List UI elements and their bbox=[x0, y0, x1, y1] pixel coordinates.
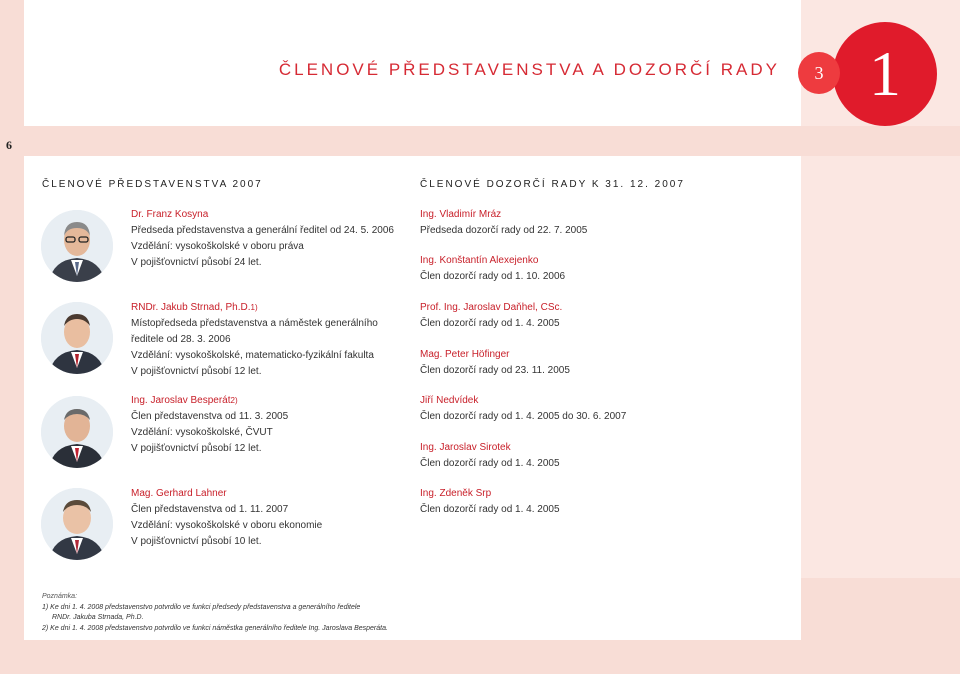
member-name: Mag. Peter Höfinger bbox=[420, 349, 510, 360]
footnotes-label: Poznámka: bbox=[42, 593, 78, 600]
member-detail: Předseda dozorčí rady od 22. 7. 2005 bbox=[420, 225, 588, 236]
footnote-line: 2) Ke dni 1. 4. 2008 představenstvo potvrdilo ve funkci náměstka generálního ředitele Ing. Jaroslava Besperáta. bbox=[42, 624, 388, 632]
board-member bbox=[131, 207, 394, 271]
supervisory-member bbox=[420, 393, 626, 425]
member-name: Ing. Konštantín Alexejenko bbox=[420, 255, 539, 266]
board-member bbox=[131, 393, 288, 457]
member-name: Jiří Nedvídek bbox=[420, 395, 479, 406]
content-side-band bbox=[801, 156, 960, 578]
member-detail: Člen dozorčí rady od 1. 4. 2005 bbox=[420, 504, 560, 515]
supervisory-member bbox=[420, 300, 562, 332]
member-name: Mag. Gerhard Lahner bbox=[131, 488, 227, 499]
supervisory-member bbox=[420, 207, 587, 239]
page-number: 6 bbox=[6, 138, 12, 152]
member-name: Ing. Vladimír Mráz bbox=[420, 209, 502, 220]
page-title: ČLENOVÉ PŘEDSTAVENSTVA A DOZORČÍ RADY bbox=[278, 60, 780, 79]
member-name: Dr. Franz Kosyna bbox=[131, 209, 209, 220]
supervisory-member bbox=[420, 486, 560, 518]
member-detail: Vzdělání: vysokoškolské, ČVUT bbox=[131, 427, 273, 438]
member-detail: Vzdělání: vysokoškolské v oboru ekonomie bbox=[131, 520, 323, 531]
footnote-marker: 2) bbox=[230, 396, 238, 405]
member-detail: Předseda představenstva a generální ředitel od 24. 5. 2006 bbox=[131, 225, 394, 236]
supervisory-member bbox=[420, 347, 570, 379]
member-detail: V pojišťovnictví působí 10 let. bbox=[131, 536, 262, 547]
member-detail: Vzdělání: vysokoškolské v oboru práva bbox=[131, 241, 304, 252]
footnote-line: RNDr. Jakuba Strnada, Ph.D. bbox=[52, 614, 144, 621]
member-name: Ing. Jaroslav Besperát bbox=[131, 395, 231, 406]
member-detail: V pojišťovnictví působí 24 let. bbox=[131, 257, 262, 268]
member-detail: Člen dozorčí rady od 1. 4. 2005 bbox=[420, 318, 560, 329]
member-name: Ing. Zdeněk Srp bbox=[420, 488, 492, 499]
member-detail: Vzdělání: vysokoškolské, matematicko-fyzikální fakulta bbox=[131, 350, 374, 361]
footnote-marker: 1) bbox=[250, 303, 258, 312]
member-detail: Člen dozorčí rady od 23. 11. 2005 bbox=[420, 365, 570, 376]
member-name: Prof. Ing. Jaroslav Daňhel, CSc. bbox=[420, 302, 563, 313]
supervisory-member bbox=[420, 253, 565, 285]
member-name: Ing. Jaroslav Sirotek bbox=[420, 442, 511, 453]
member-name: RNDr. Jakub Strnad, Ph.D. bbox=[131, 302, 251, 313]
supervisory-section-title: ČLENOVÉ DOZORČÍ RADY K 31. 12. 2007 bbox=[420, 179, 685, 190]
footnotes bbox=[42, 592, 388, 634]
member-detail: Místopředseda představenstva a náměstek generálního bbox=[131, 318, 378, 329]
chapter-major-badge: 1 bbox=[833, 22, 937, 126]
board-member bbox=[131, 300, 378, 380]
supervisory-member bbox=[420, 440, 560, 472]
portrait-photo-icon bbox=[41, 210, 113, 282]
footnote-line: 1) Ke dni 1. 4. 2008 představenstvo potvrdilo ve funkci předsedy představenstva a generálního ředitele bbox=[42, 603, 361, 611]
portrait-photo-icon bbox=[41, 488, 113, 560]
member-detail: Člen dozorčí rady od 1. 10. 2006 bbox=[420, 271, 566, 282]
board-section-title: ČLENOVÉ PŘEDSTAVENSTVA 2007 bbox=[42, 179, 263, 190]
member-detail: Člen představenstva od 11. 3. 2005 bbox=[131, 411, 289, 422]
member-detail: Člen představenstva od 1. 11. 2007 bbox=[131, 504, 289, 515]
member-detail: ředitele od 28. 3. 2006 bbox=[131, 334, 231, 345]
portrait-photo-icon bbox=[41, 396, 113, 468]
chapter-minor-badge: 3 bbox=[798, 52, 840, 94]
portrait-photo-icon bbox=[41, 302, 113, 374]
board-member bbox=[131, 486, 322, 550]
member-detail: Člen dozorčí rady od 1. 4. 2005 bbox=[420, 458, 560, 469]
member-detail: Člen dozorčí rady od 1. 4. 2005 do 30. 6. 2007 bbox=[420, 411, 627, 422]
member-detail: V pojišťovnictví působí 12 let. bbox=[131, 366, 262, 377]
member-detail: V pojišťovnictví působí 12 let. bbox=[131, 443, 262, 454]
